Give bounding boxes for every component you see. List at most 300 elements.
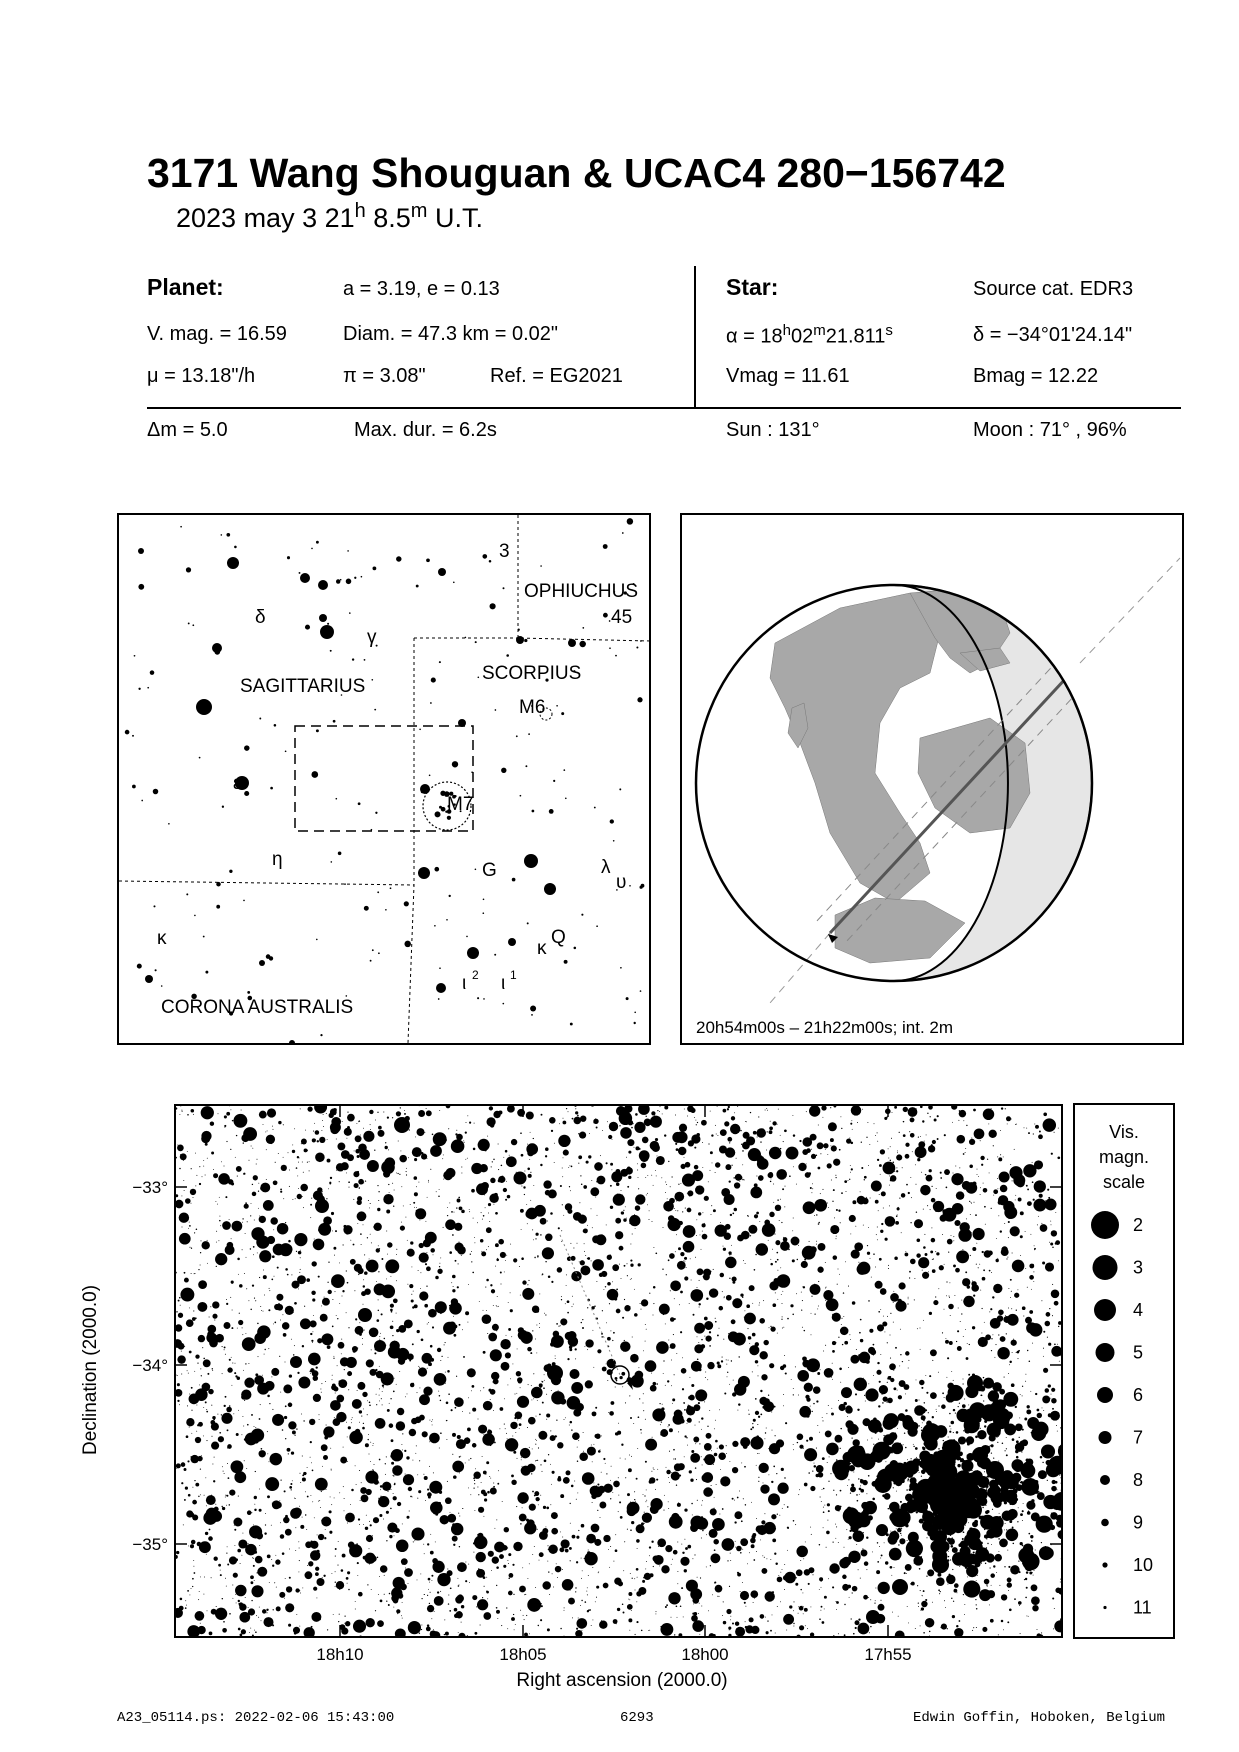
star-dot — [784, 1129, 787, 1132]
star-dot — [196, 1405, 197, 1406]
star-dot — [877, 1141, 878, 1142]
star-dot — [651, 1111, 655, 1115]
star-dot — [359, 1322, 360, 1323]
star-dot — [831, 1180, 832, 1181]
star-dot — [694, 1554, 695, 1555]
star-dot — [667, 1198, 668, 1199]
star-dot — [467, 1115, 468, 1116]
star-dot — [419, 1220, 420, 1221]
star-dot — [227, 1463, 228, 1464]
star-dot — [725, 1164, 731, 1170]
star-dot — [273, 1323, 274, 1324]
star-dot — [636, 1478, 638, 1480]
star-dot — [855, 1226, 856, 1227]
star-dot — [296, 1251, 297, 1252]
star-dot — [615, 1534, 616, 1535]
star-dot — [668, 1426, 669, 1427]
star-dot — [232, 1310, 233, 1311]
star-dot — [391, 1489, 392, 1490]
star-dot — [833, 1566, 834, 1567]
star-dot — [495, 1212, 498, 1215]
star-dot — [370, 1129, 371, 1130]
star-dot — [438, 814, 441, 817]
star-dot — [193, 1197, 194, 1198]
star-dot — [788, 1243, 789, 1244]
star-dot — [1000, 1154, 1001, 1155]
star-dot — [609, 1255, 611, 1257]
star-dot — [601, 1472, 602, 1473]
star-dot — [715, 1321, 717, 1323]
star-dot — [722, 1615, 723, 1616]
star-dot — [752, 1423, 753, 1424]
star-dot — [801, 1261, 808, 1268]
star-dot — [137, 964, 142, 969]
star-dot — [775, 1435, 776, 1436]
star-dot — [927, 1569, 934, 1576]
star-dot — [888, 1268, 889, 1269]
star-dot — [799, 1140, 801, 1142]
star-dot — [730, 1553, 731, 1554]
star-dot — [737, 1410, 738, 1411]
star-dot — [612, 1340, 613, 1341]
star-dot — [430, 1345, 433, 1348]
star-dot — [673, 1414, 684, 1425]
star-dot — [316, 1578, 324, 1586]
star-dot — [736, 1546, 742, 1552]
star-dot — [192, 1400, 193, 1401]
star-dot — [825, 1262, 826, 1263]
star-dot — [353, 1171, 359, 1177]
star-dot — [298, 1571, 299, 1572]
star-dot — [834, 1435, 842, 1443]
star-dot — [499, 1554, 504, 1559]
star-dot — [478, 1494, 479, 1495]
star-dot — [1028, 1616, 1029, 1617]
star-dot — [697, 1122, 698, 1123]
star-dot — [668, 1592, 680, 1604]
star-dot — [338, 1397, 339, 1398]
star-dot — [229, 1219, 230, 1220]
star-dot — [453, 1544, 455, 1546]
star-dot — [406, 1516, 409, 1519]
star-dot — [743, 1444, 748, 1449]
star-dot — [481, 1482, 482, 1483]
star-dot — [920, 1328, 921, 1329]
star-dot — [626, 1263, 627, 1264]
star-dot — [289, 1549, 290, 1550]
star-dot — [793, 1623, 794, 1624]
star-dot — [284, 1416, 287, 1419]
star-dot — [245, 1363, 246, 1364]
star-dot — [379, 1400, 380, 1401]
star-dot — [578, 1163, 579, 1164]
star-dot — [915, 1628, 916, 1629]
star-dot — [375, 1418, 386, 1429]
star-dot — [589, 1133, 590, 1134]
star-dot — [761, 1568, 767, 1574]
star-dot — [907, 1480, 908, 1481]
star-dot — [522, 1288, 534, 1300]
star-dot — [627, 1493, 630, 1496]
star-dot — [367, 1561, 368, 1562]
star-dot — [399, 1113, 401, 1115]
star-dot — [336, 1315, 337, 1316]
star-dot — [551, 1281, 553, 1283]
star-dot — [266, 1149, 267, 1150]
star-dot — [810, 1486, 815, 1491]
star-dot — [997, 1178, 998, 1179]
star-dot — [431, 1421, 432, 1422]
star-dot — [580, 1175, 581, 1176]
star-dot — [863, 1225, 864, 1226]
star-dot — [872, 1551, 873, 1552]
star-dot — [348, 1389, 349, 1390]
star-dot — [878, 1604, 885, 1611]
label-sagittarius: SAGITTARIUS — [240, 676, 366, 697]
star-dot — [224, 1115, 227, 1118]
star-dot — [937, 1207, 938, 1208]
star-dot — [471, 1251, 472, 1252]
star-dot — [199, 1166, 200, 1167]
star-dot — [305, 1541, 312, 1548]
star-dot — [830, 1138, 834, 1142]
star-dot — [138, 584, 144, 590]
star-dot — [256, 1615, 257, 1616]
star-dot — [646, 1194, 647, 1195]
star-dot — [644, 1573, 651, 1580]
star-dot — [321, 1516, 331, 1526]
star-dot — [625, 1402, 626, 1403]
star-dot — [339, 1262, 340, 1263]
star-dot — [684, 1258, 685, 1259]
star-dot — [507, 1548, 508, 1549]
star-dot — [481, 1182, 489, 1190]
star-dot — [720, 1273, 724, 1277]
star-dot — [653, 1286, 656, 1289]
star-dot — [189, 1426, 190, 1427]
star-dot — [680, 1557, 689, 1566]
star-dot — [191, 1168, 192, 1169]
star-dot — [549, 1594, 550, 1595]
star-dot — [1008, 1237, 1009, 1238]
star-dot — [930, 1116, 931, 1117]
star-dot — [728, 1542, 729, 1543]
star-dot — [302, 1162, 303, 1163]
minutes-text: 8.5 — [365, 203, 411, 233]
star-dot — [905, 1154, 910, 1159]
star-dot — [405, 1474, 406, 1475]
star-dot — [377, 1185, 378, 1186]
star-dot — [529, 1447, 530, 1448]
star-dot — [763, 1300, 764, 1301]
star-dot — [285, 1515, 288, 1518]
star-dot — [486, 1577, 487, 1578]
star-dot — [200, 1252, 201, 1253]
star-dot — [196, 1229, 198, 1231]
star-dot — [335, 1393, 336, 1394]
star-dot — [635, 1371, 644, 1380]
star-dot — [601, 1435, 602, 1436]
star-dot — [959, 1620, 961, 1622]
star-dot — [784, 1477, 785, 1478]
star-dot — [665, 1606, 667, 1608]
star-dot — [227, 557, 239, 569]
star-dot — [743, 1498, 744, 1499]
star-dot — [817, 1142, 824, 1149]
star-dot — [720, 1222, 721, 1223]
star-dot — [1055, 1127, 1056, 1128]
star-dot — [412, 1147, 422, 1157]
star-dot — [222, 1628, 227, 1633]
star-dot — [793, 1449, 794, 1450]
star-dot — [785, 1186, 786, 1187]
star-dot — [279, 1356, 280, 1357]
star-dot — [256, 1532, 263, 1539]
star-dot — [911, 1458, 912, 1459]
star-dot — [193, 1560, 194, 1561]
star-dot — [823, 1351, 824, 1352]
star-dot — [676, 1485, 677, 1486]
star-dot — [655, 1252, 657, 1254]
star-dot — [774, 1234, 775, 1235]
star-dot — [814, 1313, 815, 1314]
star-dot — [229, 1504, 231, 1506]
star-dot — [651, 1373, 652, 1374]
star-dot — [481, 1251, 482, 1252]
star-dot — [811, 1334, 812, 1335]
star-dot — [592, 1502, 593, 1503]
star-dot — [698, 1402, 700, 1404]
star-dot — [539, 1323, 540, 1324]
star-dot — [294, 1233, 307, 1246]
star-dot — [335, 1582, 336, 1583]
star-dot — [730, 1560, 731, 1561]
star-dot — [775, 1240, 780, 1245]
star-dot — [1020, 1482, 1021, 1483]
star-dot — [951, 1173, 963, 1185]
star-dot — [513, 1614, 514, 1615]
star-dot — [563, 1477, 570, 1484]
star-dot — [999, 1539, 1008, 1548]
star-dot — [285, 1362, 286, 1363]
star-dot — [426, 1286, 427, 1287]
star-dot — [649, 1210, 650, 1211]
star-dot — [690, 1453, 700, 1463]
star-dot — [379, 1388, 380, 1389]
star-dot — [598, 1572, 599, 1573]
star-dot — [563, 1121, 567, 1125]
star-dot — [235, 1157, 236, 1158]
star-dot — [817, 1425, 818, 1426]
star-dot — [318, 1276, 320, 1278]
star-dot — [585, 1601, 587, 1603]
star-dot — [451, 1282, 452, 1283]
star-dot — [588, 1155, 591, 1158]
star-dot — [871, 1277, 872, 1278]
star-dot — [255, 1427, 256, 1428]
star-dot — [832, 1314, 834, 1316]
star-dot — [731, 1319, 736, 1324]
star-dot — [414, 1540, 415, 1541]
star-dot — [1032, 1181, 1034, 1183]
star-dot — [239, 1313, 240, 1314]
star-dot — [252, 1148, 253, 1149]
star-dot — [876, 1234, 877, 1235]
star-dot — [956, 1431, 959, 1434]
star-dot — [684, 1539, 685, 1540]
star-dot — [520, 1523, 521, 1524]
star-dot — [551, 1390, 552, 1391]
star-dot — [761, 1374, 767, 1380]
star-dot — [358, 1144, 367, 1153]
star-dot — [496, 1607, 498, 1609]
star-dot — [634, 1491, 635, 1492]
star-dot — [378, 952, 380, 954]
star-dot — [593, 1122, 595, 1124]
star-dot — [376, 1319, 379, 1322]
star-dot — [804, 1383, 813, 1392]
star-dot — [799, 1625, 804, 1630]
star-dot — [971, 1202, 972, 1203]
star-dot — [437, 1573, 450, 1586]
star-dot — [474, 1483, 475, 1484]
star-dot — [551, 1130, 553, 1132]
star-dot — [186, 567, 191, 572]
star-dot — [424, 1355, 425, 1356]
star-dot — [188, 622, 190, 624]
star-dot — [651, 1541, 653, 1543]
star-dot — [897, 1152, 898, 1153]
star-dot — [769, 1130, 773, 1134]
star-dot — [864, 1629, 865, 1630]
star-dot — [407, 1354, 414, 1361]
star-dot — [672, 1176, 673, 1177]
star-dot — [508, 938, 516, 946]
star-dot — [880, 1288, 887, 1295]
star-dot — [584, 1558, 585, 1559]
star-dot — [1050, 1221, 1051, 1222]
star-dot — [430, 702, 432, 704]
star-dot — [612, 1281, 613, 1282]
star-dot — [720, 1469, 721, 1470]
star-dot — [729, 1278, 730, 1279]
star-dot — [393, 1475, 394, 1476]
star-dot — [438, 1502, 441, 1505]
star-dot — [578, 1440, 579, 1441]
star-dot — [829, 1456, 830, 1457]
planet-pi: π = 3.08" — [343, 365, 426, 387]
star-dot — [450, 1512, 451, 1513]
star-dot — [809, 1105, 820, 1116]
star-dot — [643, 1393, 644, 1394]
star-dot — [421, 1625, 422, 1626]
star-dot — [368, 1434, 369, 1435]
star-dot — [695, 1425, 696, 1426]
star-dot — [444, 1634, 445, 1635]
star-dot — [218, 1113, 219, 1114]
star-dot — [260, 1186, 264, 1190]
star-dot — [921, 1387, 923, 1389]
star-dot — [591, 1625, 592, 1626]
star-dot — [925, 1174, 927, 1176]
star-dot — [432, 1133, 434, 1135]
star-dot — [949, 1341, 953, 1345]
star-dot — [821, 1105, 826, 1110]
star-dot — [308, 1353, 321, 1366]
star-dot — [217, 1204, 218, 1205]
star-dot — [684, 1435, 686, 1437]
star-dot — [313, 1394, 321, 1402]
star-dot — [630, 1417, 632, 1419]
star-dot — [287, 1448, 291, 1452]
star-dot — [832, 1350, 835, 1353]
star-dot — [701, 1249, 702, 1250]
star-dot — [213, 1480, 215, 1482]
star-dot — [611, 1171, 622, 1182]
star-dot — [894, 1106, 897, 1109]
star-dot — [948, 1304, 954, 1310]
star-dot — [857, 1500, 859, 1502]
star-dot — [635, 1228, 636, 1229]
star-dot — [1033, 1281, 1034, 1282]
star-dot — [190, 1544, 194, 1548]
star-dot — [657, 1110, 658, 1111]
star-dot — [445, 1497, 452, 1504]
star-dot — [833, 1159, 840, 1166]
star-dot — [266, 1179, 267, 1180]
star-dot — [659, 1111, 660, 1112]
star-dot — [458, 1632, 459, 1633]
star-dot — [529, 1159, 530, 1160]
star-dot — [1017, 1289, 1018, 1290]
star-dot — [254, 1234, 255, 1235]
star-dot — [765, 1110, 766, 1111]
star-dot — [1043, 1348, 1044, 1349]
star-dot — [630, 1244, 631, 1245]
star-dot — [436, 983, 446, 993]
star-dot — [366, 1475, 368, 1477]
star-dot — [802, 1592, 803, 1593]
star-dot — [563, 1157, 564, 1158]
star-dot — [637, 1577, 638, 1578]
star-dot — [657, 1538, 666, 1547]
star-dot — [889, 1363, 896, 1370]
star-dot — [836, 1177, 837, 1178]
star-dot — [524, 1171, 525, 1172]
star-dot — [344, 1369, 345, 1370]
star-dot — [517, 1419, 518, 1420]
star-dot — [270, 1217, 278, 1225]
star-dot — [970, 1214, 971, 1215]
star-dot — [403, 1474, 414, 1485]
star-dot — [998, 1215, 999, 1216]
star-dot — [1026, 1615, 1027, 1616]
star-dot — [350, 1504, 351, 1505]
star-dot — [623, 1351, 624, 1352]
star-dot — [1003, 1629, 1004, 1630]
star-dot — [178, 1300, 180, 1302]
star-dot — [560, 1325, 561, 1326]
star-dot — [640, 990, 642, 992]
star-dot — [772, 1303, 776, 1307]
table-divider — [694, 266, 696, 408]
star-dot — [584, 1251, 585, 1252]
star-dot — [762, 1555, 763, 1556]
star-dot — [412, 1306, 414, 1308]
star-dot — [973, 1627, 974, 1628]
star-dot — [316, 1550, 319, 1553]
star-dot — [669, 1253, 675, 1259]
